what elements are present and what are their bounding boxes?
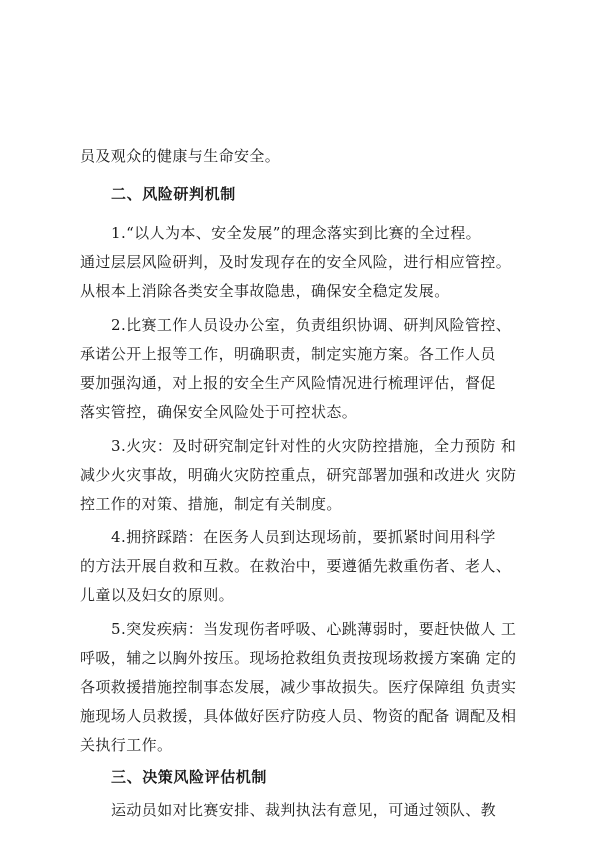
item-5-line-2: 呼吸，辅之以胸外按压。现场抢救组负责按现场救援方案确 定的 xyxy=(80,649,517,667)
paragraph-athletes-line-1: 运动员如对比赛安排、裁判执法有意见，可通过领队、教 xyxy=(111,801,497,819)
item-1-line-3: 从根本上消除各类安全事故隐患，确保安全稳定发展。 xyxy=(80,282,450,300)
item-3-line-2: 减少火灾事故，明确火灾防控重点，研究部署加强和改进火 灾防 xyxy=(80,466,517,484)
item-2-line-1: 2.比赛工作人员设办公室，负责组织协调、研判风险管控、 xyxy=(111,316,512,334)
item-5-line-1: 5.突发疾病：当发现伤者呼吸、心跳薄弱时，要赶快做人 工 xyxy=(111,620,517,638)
item-5-line-3: 各项救援措施控制事态发展，减少事故损失。医疗保障组 负责实 xyxy=(80,678,517,696)
item-1-line-1: 1.“以人为本、安全发展”的理念落实到比赛的全过程。 xyxy=(111,224,482,242)
item-2-line-3: 要加强沟通，对上报的安全生产风险情况进行梳理评估，督促 xyxy=(80,374,496,392)
section-heading-decision-risk-evaluation: 三、决策风险评估机制 xyxy=(111,768,268,786)
item-5-line-5: 关执行工作。 xyxy=(80,736,173,754)
paragraph-continuation-line: 员及观众的健康与生命安全。 xyxy=(80,147,281,165)
item-4-line-3: 儿童以及妇女的原则。 xyxy=(80,586,235,604)
item-2-line-2: 承诺公开上报等工作，明确职责，制定实施方案。各工作人员 xyxy=(80,345,496,363)
item-1-line-2: 通过层层风险研判，及时发现存在的安全风险，进行相应管控。 xyxy=(80,253,512,271)
item-3-line-3: 控工作的对策、措施，制定有关制度。 xyxy=(80,495,342,513)
item-2-line-4: 落实管控，确保安全风险处于可控状态。 xyxy=(80,403,358,421)
item-5-line-4: 施现场人员救援，具体做好医疗防疫人员、物资的配备 调配及相 xyxy=(80,707,517,725)
item-4-line-2: 的方法开展自救和互救。在救治中，要遵循先救重伤者、老人、 xyxy=(80,557,512,575)
item-4-line-1: 4.拥挤踩踏：在医务人员到达现场前，要抓紧时间用科学 xyxy=(111,528,496,546)
section-heading-risk-assessment: 二、风险研判机制 xyxy=(111,185,236,203)
item-3-line-1: 3.火灾：及时研究制定针对性的火灾防控措施，全力预防 和 xyxy=(111,437,517,455)
